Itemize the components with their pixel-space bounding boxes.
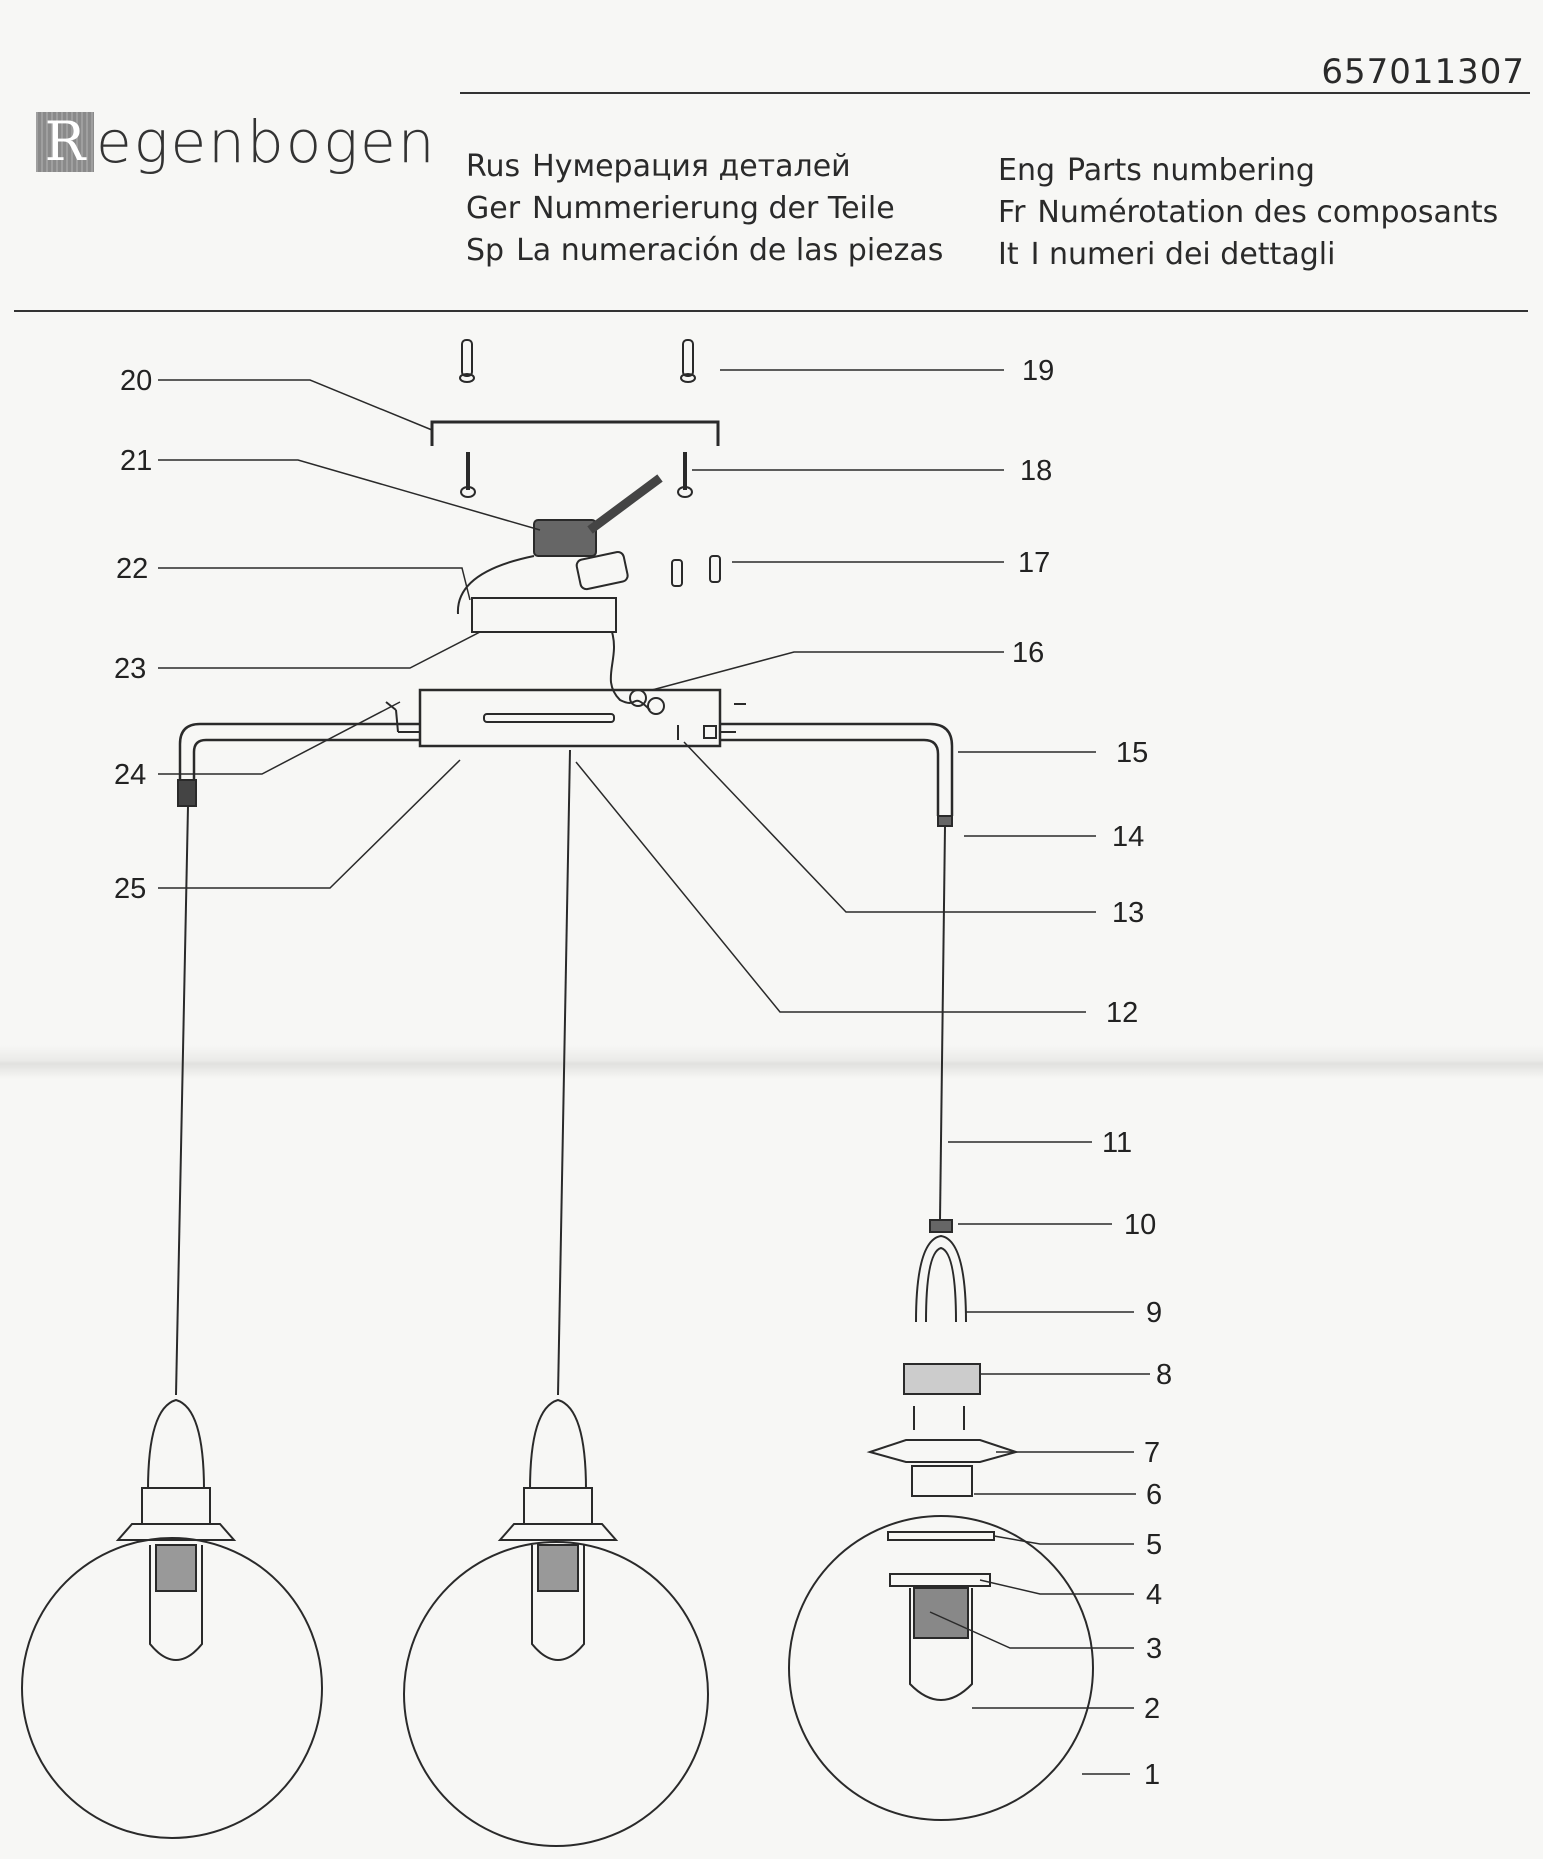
part-label-19: 19	[1022, 355, 1055, 387]
part-label-3: 3	[1146, 1633, 1163, 1665]
ceiling-screw-pair	[460, 340, 695, 382]
part-label-22: 22	[116, 553, 149, 585]
part-label-2: 2	[1144, 1693, 1161, 1725]
part-label-11: 11	[1102, 1127, 1133, 1159]
pendant-left	[22, 1400, 322, 1838]
terminal-block	[534, 478, 660, 590]
wire-connector-pair	[672, 556, 720, 586]
part-label-1: 1	[1144, 1759, 1161, 1791]
part-label-8: 8	[1156, 1359, 1173, 1391]
part-label-14: 14	[1112, 821, 1145, 853]
part-label-6: 6	[1146, 1479, 1163, 1511]
part-label-21: 21	[120, 445, 153, 477]
language-row-it: It I numeri dei dettagli	[998, 237, 1336, 272]
suspension-cables	[176, 750, 945, 1395]
led-driver	[458, 556, 650, 710]
pendant-middle	[404, 1400, 708, 1846]
part-label-16: 16	[1012, 637, 1045, 669]
pendant-right-exploded	[789, 1220, 1093, 1820]
canopy-frame	[386, 690, 746, 746]
language-row-rus: Rus Нумерация деталей	[466, 149, 851, 184]
part-label-4: 4	[1146, 1579, 1163, 1611]
part-label-17: 17	[1018, 547, 1051, 579]
mounting-bracket	[432, 422, 718, 446]
part-label-9: 9	[1146, 1297, 1163, 1329]
part-label-20: 20	[120, 365, 153, 397]
document-number: 657011307	[1321, 52, 1525, 92]
leader-lines	[158, 370, 1150, 1774]
language-row-sp: Sp La numeración de las piezas	[466, 233, 944, 268]
part-label-25: 25	[114, 873, 147, 905]
part-label-12: 12	[1106, 997, 1139, 1029]
part-label-24: 24	[114, 759, 147, 791]
language-row-ger: Ger Nummerierung der Teile	[466, 191, 895, 226]
part-label-5: 5	[1146, 1529, 1163, 1561]
language-row-fr: Fr Numérotation des composants	[998, 195, 1499, 230]
part-label-10: 10	[1124, 1209, 1157, 1241]
logo-mark: R	[36, 112, 94, 172]
part-label-15: 15	[1116, 737, 1149, 769]
part-label-23: 23	[114, 653, 147, 685]
part-label-7: 7	[1144, 1437, 1161, 1469]
part-label-18: 18	[1020, 455, 1053, 487]
language-row-eng: Eng Parts numbering	[998, 153, 1315, 188]
logo-text: egenbogen	[96, 108, 437, 176]
support-arms	[178, 724, 952, 826]
part-label-13: 13	[1112, 897, 1145, 929]
